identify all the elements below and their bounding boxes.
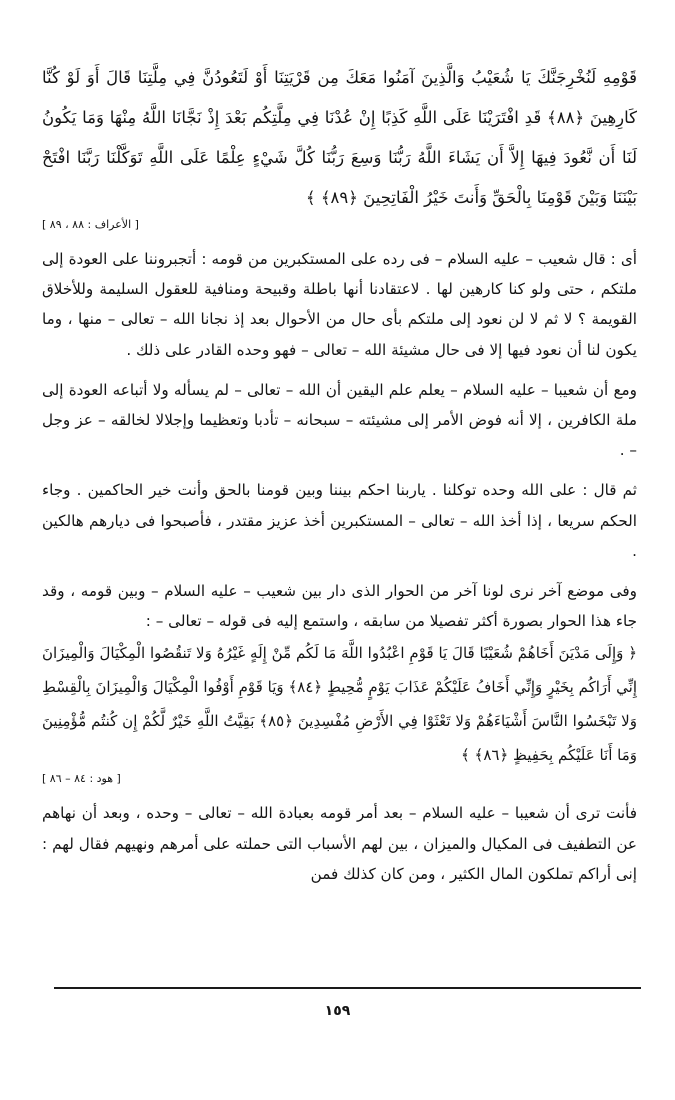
page-body: [42, 58, 637, 899]
verse-reference: [ هود : ٨٤ – ٨٦ ]: [42, 772, 121, 786]
body-paragraph: أى : قال شعيب – عليه السلام – فى رده على المستكبرين من قومه : أتجبروننا على العودة إلى ملتكم ، حتى ولو كنا كارهين لها . لاعتقادنا أنها باطلة وقبيحة ومنافية للعقول السليمة وللأخلاق القويمة ؟ لا ثم لا لن نعود إلى ملتكم بأى حال من الأحوال بعد إذ نجانا الله – تعالى – منها ، وما يكون لنا أن نعود فيها إلا فى حال مشيئة الله – تعالى – فهو وحده القادر على ذلك .: [42, 250, 637, 359]
footer-divider: [54, 987, 641, 989]
body-paragraph: فأنت ترى أن شعيبا – عليه السلام – بعد أمر قومه بعبادة الله – تعالى – وحده ، وبعد أن نهاهم عن التطفيف فى المكيال والميزان ، بين لهم الأسباب التى حملته على أمرهم ونهيهم فقال لهم : إنى أراكم تملكون المال الكثير ، ومن كان كذلك فمن: [42, 804, 637, 883]
quran-verse-block: ﴿ وَإِلَى مَدْيَنَ أَخَاهُمْ شُعَيْبًا قَالَ يَا قَوْمِ اعْبُدُوا اللَّهَ مَا لَكُم مِّنْ إِلَهٍ غَيْرُهُ وَلا تَنقُصُوا الْمِكْيَالَ وَالْمِيزَانَ إِنِّي أَرَاكُم بِخَيْرٍ وَإِنِّي أَخَافُ عَلَيْكُمْ عَذَابَ يَوْمٍ مُّحِيطٍ ﴿٨٤﴾ وَيَا قَوْمِ أَوْفُوا الْمِكْيَالَ وَالْمِيزَانَ بِالْقِسْطِ وَلا تَبْخَسُوا النَّاسَ أَشْيَاءَهُمْ وَلا تَعْثَوْا فِي الأَرْضِ مُفْسِدِينَ ﴿٨٥﴾ بَقِيَّتُ اللَّهِ خَيْرٌ لَّكُمْ إِن كُنتُم مُّؤْمِنِينَ وَمَا أَنَا عَلَيْكُم بِحَفِيظٍ ﴿٨٦﴾ ﴾: [42, 644, 637, 765]
quran-verse-block: قَوْمِهِ لَنُخْرِجَنَّكَ يَا شُعَيْبُ وَالَّذِينَ آمَنُوا مَعَكَ مِن قَرْيَتِنَا أَوْ لَتَعُودُنَّ فِي مِلَّتِنَا قَالَ أَوَ لَوْ كُنَّا كَارِهِينَ ﴿٨٨﴾ قَدِ افْتَرَيْنَا عَلَى اللَّهِ كَذِبًا إِنْ عُدْنَا فِي مِلَّتِكُم بَعْدَ إِذْ نَجَّانَا اللَّهُ مِنْهَا وَمَا يَكُونُ لَنَا أَن نَّعُودَ فِيهَا إِلاَّ أَن يَشَاءَ اللَّهُ رَبُّنَا وَسِعَ رَبُّنَا كُلَّ شَيْءٍ عِلْمًا عَلَى اللَّهِ تَوَكَّلْنَا رَبَّنَا افْتَحْ بَيْنَنَا وَبَيْنَ قَوْمِنَا بِالْحَقِّ وَأَنتَ خَيْرُ الْفَاتِحِينَ ﴿٨٩﴾ ﴾: [42, 68, 637, 207]
page-number: ١٥٩: [324, 1003, 351, 1019]
body-paragraph: ومع أن شعيبا – عليه السلام – يعلم علم اليقين أن الله – تعالى – لم يسأله ولا أتباعه العودة إلى ملة الكافرين ، إلا أنه فوض الأمر إلى مشيئته – سبحانه – تأدبا وتعظيما وإجلالا لخالقه – عز وجل – .: [42, 380, 637, 460]
verse-reference: [ الأعراف : ٨٨ ، ٨٩ ]: [42, 218, 139, 231]
body-paragraph: ثم قال : على الله وحده توكلنا . ياربنا احكم بيننا وبين قومنا بالحق وأنت خير الحاكمين . وجاء الحكم سريعا ، إذا أخذ الله – تعالى – المستكبرين أخذ عزيز مقتدر ، فأصبحوا فى ديارهم هالكين .: [42, 481, 637, 560]
body-paragraph: وفى موضع آخر نرى لونا آخر من الحوار الذى دار بين شعيب – عليه السلام – وبين قومه ، وقد جاء هذا الحوار بصورة أكثر تفصيلا من سابقه ، واستمع إليه فى قوله – تعالى – :: [42, 582, 637, 631]
